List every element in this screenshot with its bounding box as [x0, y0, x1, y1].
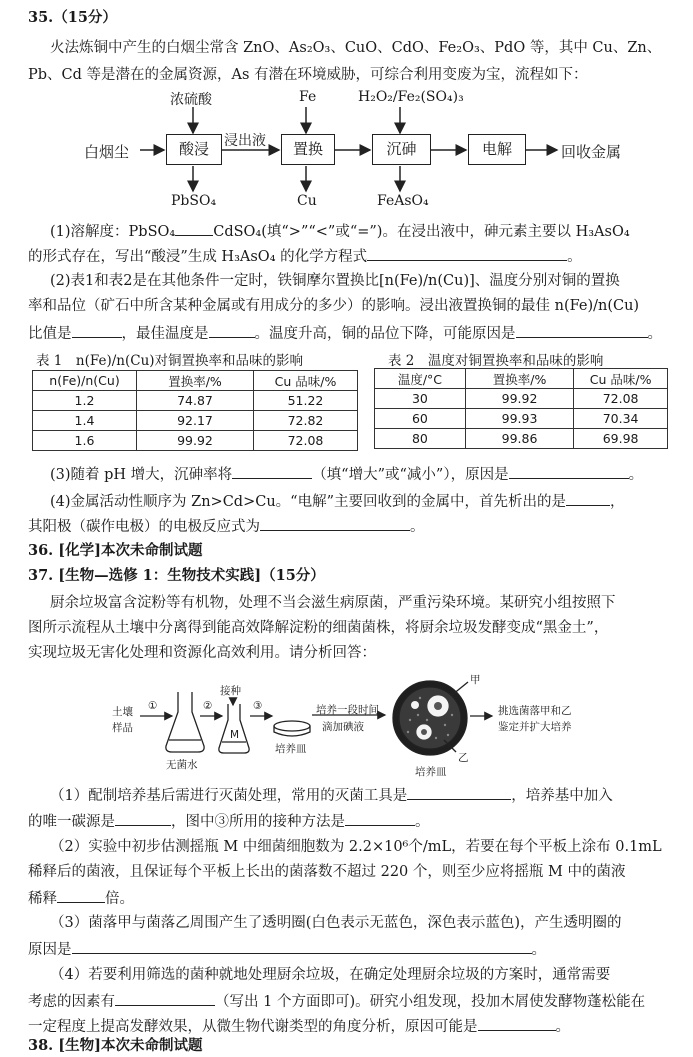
answer-blank[interactable]: [367, 245, 567, 261]
q37-sub4-line2: [28, 990, 645, 1012]
table-cell: 80: [375, 429, 466, 449]
culture-label: 培养一段时间: [316, 704, 379, 716]
text: （填“增大”或“减小”），原因是: [312, 467, 509, 483]
table1-caption: 表 1 n(Fe)/n(Cu)对铜置换率和品味的影响: [36, 353, 304, 369]
table-header-cell: 置换率/%: [465, 369, 573, 389]
text: ，培养基中加入: [511, 788, 613, 804]
q38-title: 38. [生物]本次未命制试题: [28, 1037, 203, 1054]
flow-start-label: 白烟尘: [84, 143, 130, 161]
answer-blank[interactable]: [175, 220, 213, 236]
text: 稀释: [28, 891, 57, 907]
text: 原因是: [28, 942, 72, 958]
q35-intro-line2: Pb、Cd 等是潜在的金属资源，As 有潜在环境威胁，可综合利用变废为宝，流程如下：: [28, 67, 588, 83]
sterile-water-label: 无菌水: [166, 759, 198, 771]
flow-input-sulfuric-acid: 浓硫酸: [170, 92, 212, 108]
petri-dish-label-1: 培养皿: [275, 743, 307, 755]
q35-part2-line1: (2)表1和表2是在其他条件一定时，铁铜摩尔置换比[n(Fe)/n(Cu)]、温度分别对铜的置换: [50, 273, 620, 289]
text: ，: [610, 494, 625, 510]
table-cell: 70.34: [574, 409, 668, 429]
table1: [32, 370, 358, 451]
text: 比值是: [28, 326, 72, 342]
table-cell: 60: [375, 409, 466, 429]
text: 。温度升高，铜的品位下降，可能原因是: [254, 326, 516, 342]
q36-title: 36. [化学]本次未命制试题: [28, 542, 203, 559]
flow-box-acid-leach: 酸浸: [166, 134, 222, 165]
q37-sub4-line3: [28, 1015, 570, 1037]
answer-blank[interactable]: [72, 938, 532, 954]
petri-dish-label-2: 培养皿: [415, 766, 447, 778]
table2: [374, 368, 668, 449]
text: ，最佳温度是: [121, 326, 209, 342]
q37-sub2-line2: 稀释后的菌液，且保证每个平板上长出的菌落数不超过 220 个，则至少应将摇瓶 M 中的菌液: [28, 864, 626, 880]
q37-sub3-line1: （3）菌落甲与菌落乙周围产生了透明圈(白色表示无蓝色，深色表示蓝色)，产生透明圈的: [50, 915, 622, 931]
table-header-cell: 置换率/%: [137, 371, 254, 391]
table-cell: 92.17: [137, 411, 254, 431]
flow-end-label: 回收金属: [561, 143, 622, 161]
flow-input-fe: Fe: [299, 89, 317, 105]
step-1-marker: ①: [148, 700, 158, 712]
table-row: [375, 429, 668, 449]
soil-label-line1: 土壤: [112, 706, 133, 718]
soil-label-line2: 样品: [112, 722, 133, 734]
result-label-line2: 鉴定并扩大培养: [498, 721, 572, 733]
table-header-row: [33, 371, 358, 391]
table-row: [375, 389, 668, 409]
flow-output-feaso4: FeAsO₄: [377, 193, 429, 209]
text: 。: [628, 467, 644, 483]
text: (1)溶解度：PbSO₄: [50, 224, 176, 240]
q35-part2-line2: 率和品位（矿石中所含某种金属或有用成分的多少）的影响。浸出液置换铜的最佳 n(Fe)/n(Cu): [28, 298, 640, 314]
answer-blank[interactable]: [566, 490, 610, 506]
answer-blank[interactable]: [232, 463, 312, 479]
text: （1）配制培养基后需进行灭菌处理，常用的灭菌工具是: [50, 788, 408, 804]
answer-blank[interactable]: [72, 322, 122, 338]
q35-title: 35.（15分）: [28, 9, 117, 26]
text: 考虑的因素有: [28, 994, 115, 1010]
answer-blank[interactable]: [115, 990, 215, 1006]
flow-leachate-label: 浸出液: [224, 133, 266, 149]
text: CdSO₄(填“>”“<”或“=”)。在浸出液中，砷元素主要以 H₃AsO₄: [213, 224, 630, 240]
table-cell: 72.82: [254, 411, 358, 431]
text: 。: [415, 814, 430, 830]
table-cell: 1.2: [33, 391, 137, 411]
answer-blank[interactable]: [345, 810, 415, 826]
q35-part4-line2: [28, 515, 425, 537]
answer-blank[interactable]: [407, 784, 511, 800]
text: 。: [531, 942, 546, 958]
q35-part1-line2: [28, 245, 582, 267]
table-cell: 69.98: [574, 429, 668, 449]
text: 的唯一碳源是: [28, 814, 115, 830]
table-cell: 99.92: [137, 431, 254, 451]
flow-input-h2o2: H₂O₂/Fe₂(SO₄)₃: [358, 89, 464, 105]
q37-sub2-line1: （2）实验中初步估测摇瓶 M 中细菌细胞数为 2.2×10⁶个/mL，若要在每个平板上涂布 0.1mL: [50, 839, 662, 855]
text: ，图中③所用的接种方法是: [171, 814, 345, 830]
table-header-cell: 温度/°C: [375, 369, 466, 389]
q35-part2-line3: [28, 322, 662, 344]
table-cell: 1.4: [33, 411, 137, 431]
table-header-cell: n(Fe)/n(Cu): [33, 371, 137, 391]
q35-part1-line1: [50, 220, 630, 242]
flow-box-replacement: 置换: [281, 134, 335, 165]
q37-sub1-line2: [28, 810, 430, 832]
iodine-label: 滴加碘液: [322, 721, 364, 733]
text: （写出 1 个方面即可)。研究小组发现，投加木屑使发酵物蓬松能在: [215, 994, 646, 1010]
q35-intro-line1: 火法炼铜中产生的白烟尘常含 ZnO、As₂O₃、CuO、CdO、Fe₂O₃、PdO 等，其中 Cu、Zn、: [50, 40, 662, 56]
flow-arrows: [0, 0, 693, 215]
text: 其阳极（碳作电极）的电极反应式为: [28, 519, 260, 535]
flow-output-cu: Cu: [297, 193, 317, 209]
table-cell: 1.6: [33, 431, 137, 451]
answer-blank[interactable]: [509, 463, 629, 479]
text: 倍。: [105, 891, 134, 907]
answer-blank[interactable]: [209, 322, 255, 338]
table-cell: 99.92: [465, 389, 573, 409]
q35-part3: [50, 463, 643, 485]
table-cell: 74.87: [137, 391, 254, 411]
inoculate-label: 接种: [220, 685, 241, 697]
colony-yi-label: 乙: [458, 752, 469, 764]
answer-blank[interactable]: [115, 810, 171, 826]
q37-intro-line2: 图所示流程从土壤中分离得到能高效降解淀粉的细菌菌株，将厨余垃圾发酵变成“黑金土”，: [28, 620, 609, 636]
q37-sub1-line1: [50, 784, 613, 806]
flow-box-electrolysis: 电解: [468, 134, 526, 165]
text: 。: [567, 249, 582, 265]
text: 。: [410, 519, 425, 535]
text: 。: [647, 326, 662, 342]
text: (3)随着 pH 增大，沉砷率将: [50, 467, 233, 483]
step-2-marker: ②: [203, 700, 213, 712]
q37-title: 37. [生物—选修 1：生物技术实践]（15分）: [28, 567, 325, 584]
table-cell: 30: [375, 389, 466, 409]
q35-part4-line1: [50, 490, 625, 512]
table-cell: 99.86: [465, 429, 573, 449]
text: 。: [555, 1019, 570, 1035]
q37-intro-line3: 实现垃圾无害化处理和资源化高效利用。请分析回答：: [28, 645, 376, 661]
answer-blank[interactable]: [260, 515, 410, 531]
table-cell: 72.08: [254, 431, 358, 451]
table-row: [33, 411, 358, 431]
table-row: [33, 431, 358, 451]
q37-sub3-line2: [28, 938, 546, 960]
result-label-line1: 挑选菌落甲和乙: [498, 705, 572, 717]
table-header-cell: Cu 品味/%: [574, 369, 668, 389]
table2-caption: 表 2 温度对铜置换率和品味的影响: [388, 353, 604, 369]
text: 一定程度上提高发酵效果，从微生物代谢类型的角度分析，原因可能是: [28, 1019, 478, 1035]
table-header-row: [375, 369, 668, 389]
table-row: [33, 391, 358, 411]
colony-jia-label: 甲: [470, 674, 481, 686]
table-cell: 51.22: [254, 391, 358, 411]
table-row: [375, 409, 668, 429]
table-header-cell: Cu 品味/%: [254, 371, 358, 391]
answer-blank[interactable]: [478, 1015, 556, 1031]
q37-sub2-line3: [28, 887, 134, 909]
flow-box-arsenic-precipitation: 沉砷: [372, 134, 431, 165]
q37-sub4-line1: （4）若要利用筛选的菌种就地处理厨余垃圾，在确定处理厨余垃圾的方案时，通常需要: [50, 967, 611, 983]
text: (4)金属活动性顺序为 Zn>Cd>Cu。“电解”主要回收到的金属中，首先析出的是: [50, 494, 566, 510]
answer-blank[interactable]: [516, 322, 648, 338]
text: 的形式存在，写出“酸浸”生成 H₃AsO₄ 的化学方程式: [28, 249, 368, 265]
table-cell: 99.93: [465, 409, 573, 429]
flow-output-pbso4: PbSO₄: [171, 193, 217, 209]
step-3-marker: ③: [253, 700, 263, 712]
q37-intro-line1: 厨余垃圾富含淀粉等有机物，处理不当会滋生病原菌，严重污染环境。某研究小组按照下: [50, 595, 616, 611]
answer-blank[interactable]: [57, 887, 105, 903]
flask-m-label: M: [230, 729, 240, 741]
table-cell: 72.08: [574, 389, 668, 409]
